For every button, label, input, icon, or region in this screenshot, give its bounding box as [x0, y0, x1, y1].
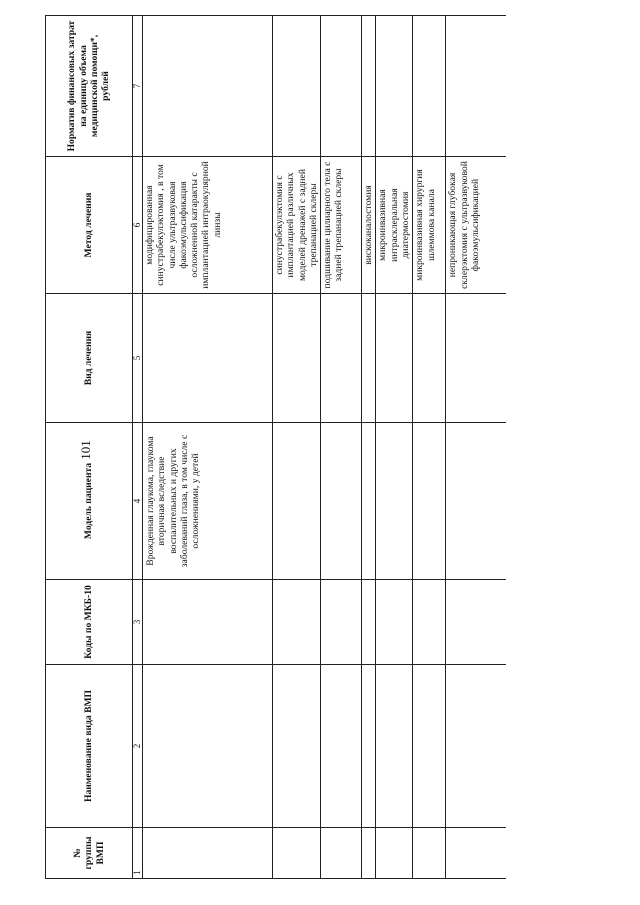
- rotated-table-container: [45, 20, 611, 879]
- table-cell: [376, 665, 413, 828]
- vmp-table: [45, 15, 506, 879]
- table-row: [321, 16, 362, 879]
- table-cell: [376, 828, 413, 879]
- column-number: 5: [133, 294, 143, 423]
- table-row: [376, 16, 413, 879]
- table-cell: [273, 423, 321, 580]
- header-vmp-name: Наименование вида ВМП: [46, 665, 133, 828]
- page-number: 101: [77, 440, 93, 460]
- table-cell: [321, 580, 362, 665]
- table-cell: [273, 16, 321, 157]
- table-cell: [321, 828, 362, 879]
- table-cell: [362, 828, 376, 879]
- table-cell: [413, 665, 446, 828]
- method-cell: микроинвазивная интрасклеральная диатермостомия: [376, 157, 413, 294]
- table-cell: [273, 665, 321, 828]
- header-group-number: № группы ВМП: [46, 828, 133, 879]
- method-cell: вискоканалостомия: [362, 157, 376, 294]
- table-cell: [321, 16, 362, 157]
- table-cell: [143, 16, 273, 157]
- table-cell: [321, 294, 362, 423]
- table-cell: [446, 665, 507, 828]
- column-number: 3: [133, 580, 143, 665]
- header-treatment-type: Вид лечения: [46, 294, 133, 423]
- table-cell: [143, 665, 273, 828]
- table-cell: [362, 16, 376, 157]
- table-row: [273, 16, 321, 879]
- table-cell: [362, 294, 376, 423]
- table-cell: [446, 294, 507, 423]
- table-cell: [446, 580, 507, 665]
- column-number: 7: [133, 16, 143, 157]
- header-row: [46, 16, 133, 879]
- column-number-row: [133, 16, 143, 879]
- table-cell: [362, 580, 376, 665]
- table-row: [446, 16, 507, 879]
- patient-model-cell: Врожденная глаукома, глаукома вторичная вследствие воспалительных и других заболеваний глаза, в том числе с осложнениями, у детей: [143, 423, 273, 580]
- table-cell: [362, 665, 376, 828]
- table-cell: [413, 580, 446, 665]
- table-cell: [413, 423, 446, 580]
- table-cell: [376, 16, 413, 157]
- method-cell: подшивание цилиарного тела с задней трепанацией склеры: [321, 157, 362, 294]
- table-cell: [413, 294, 446, 423]
- table-cell: [321, 423, 362, 580]
- table-cell: [273, 294, 321, 423]
- table-cell: [446, 828, 507, 879]
- table-cell: [362, 423, 376, 580]
- table-cell: [273, 580, 321, 665]
- column-number: 1: [133, 828, 143, 879]
- header-treatment-method: Метод лечения: [46, 157, 133, 294]
- table-row: [143, 16, 273, 879]
- table-cell: [143, 828, 273, 879]
- table-cell: [321, 665, 362, 828]
- table-cell: [446, 423, 507, 580]
- table-row: [362, 16, 376, 879]
- column-number: 6: [133, 157, 143, 294]
- table-cell: [143, 580, 273, 665]
- method-cell: микроинвазивная хирургия шлеммова канала: [413, 157, 446, 294]
- table-cell: [376, 580, 413, 665]
- table-cell: [446, 16, 507, 157]
- header-patient-model: Модель пациента: [46, 423, 133, 580]
- column-number: 4: [133, 423, 143, 580]
- method-cell: непроникающая глубокая склерэктомия с ультразвуковой факоэмульсификацией: [446, 157, 507, 294]
- column-number: 2: [133, 665, 143, 828]
- table-cell: [413, 16, 446, 157]
- table-cell: [143, 294, 273, 423]
- header-icd-codes: Коды по МКБ-10: [46, 580, 133, 665]
- table-cell: [413, 828, 446, 879]
- table-row: [413, 16, 446, 879]
- header-cost-norm: Норматив финансовых затрат на единицу объема медицинской помощи*, рублей: [46, 16, 133, 157]
- table-cell: [273, 828, 321, 879]
- method-cell: модифицированная синустрабекулэктомия , в том числе ультразвуковая факоэмульсификация осложненной катаракты с имплантацией интраокулярной линзы: [143, 157, 273, 294]
- method-cell: синустрабекулэктомия с имплантацией различных моделей дренажей с задней трепанацией склеры: [273, 157, 321, 294]
- table-cell: [376, 423, 413, 580]
- table-cell: [376, 294, 413, 423]
